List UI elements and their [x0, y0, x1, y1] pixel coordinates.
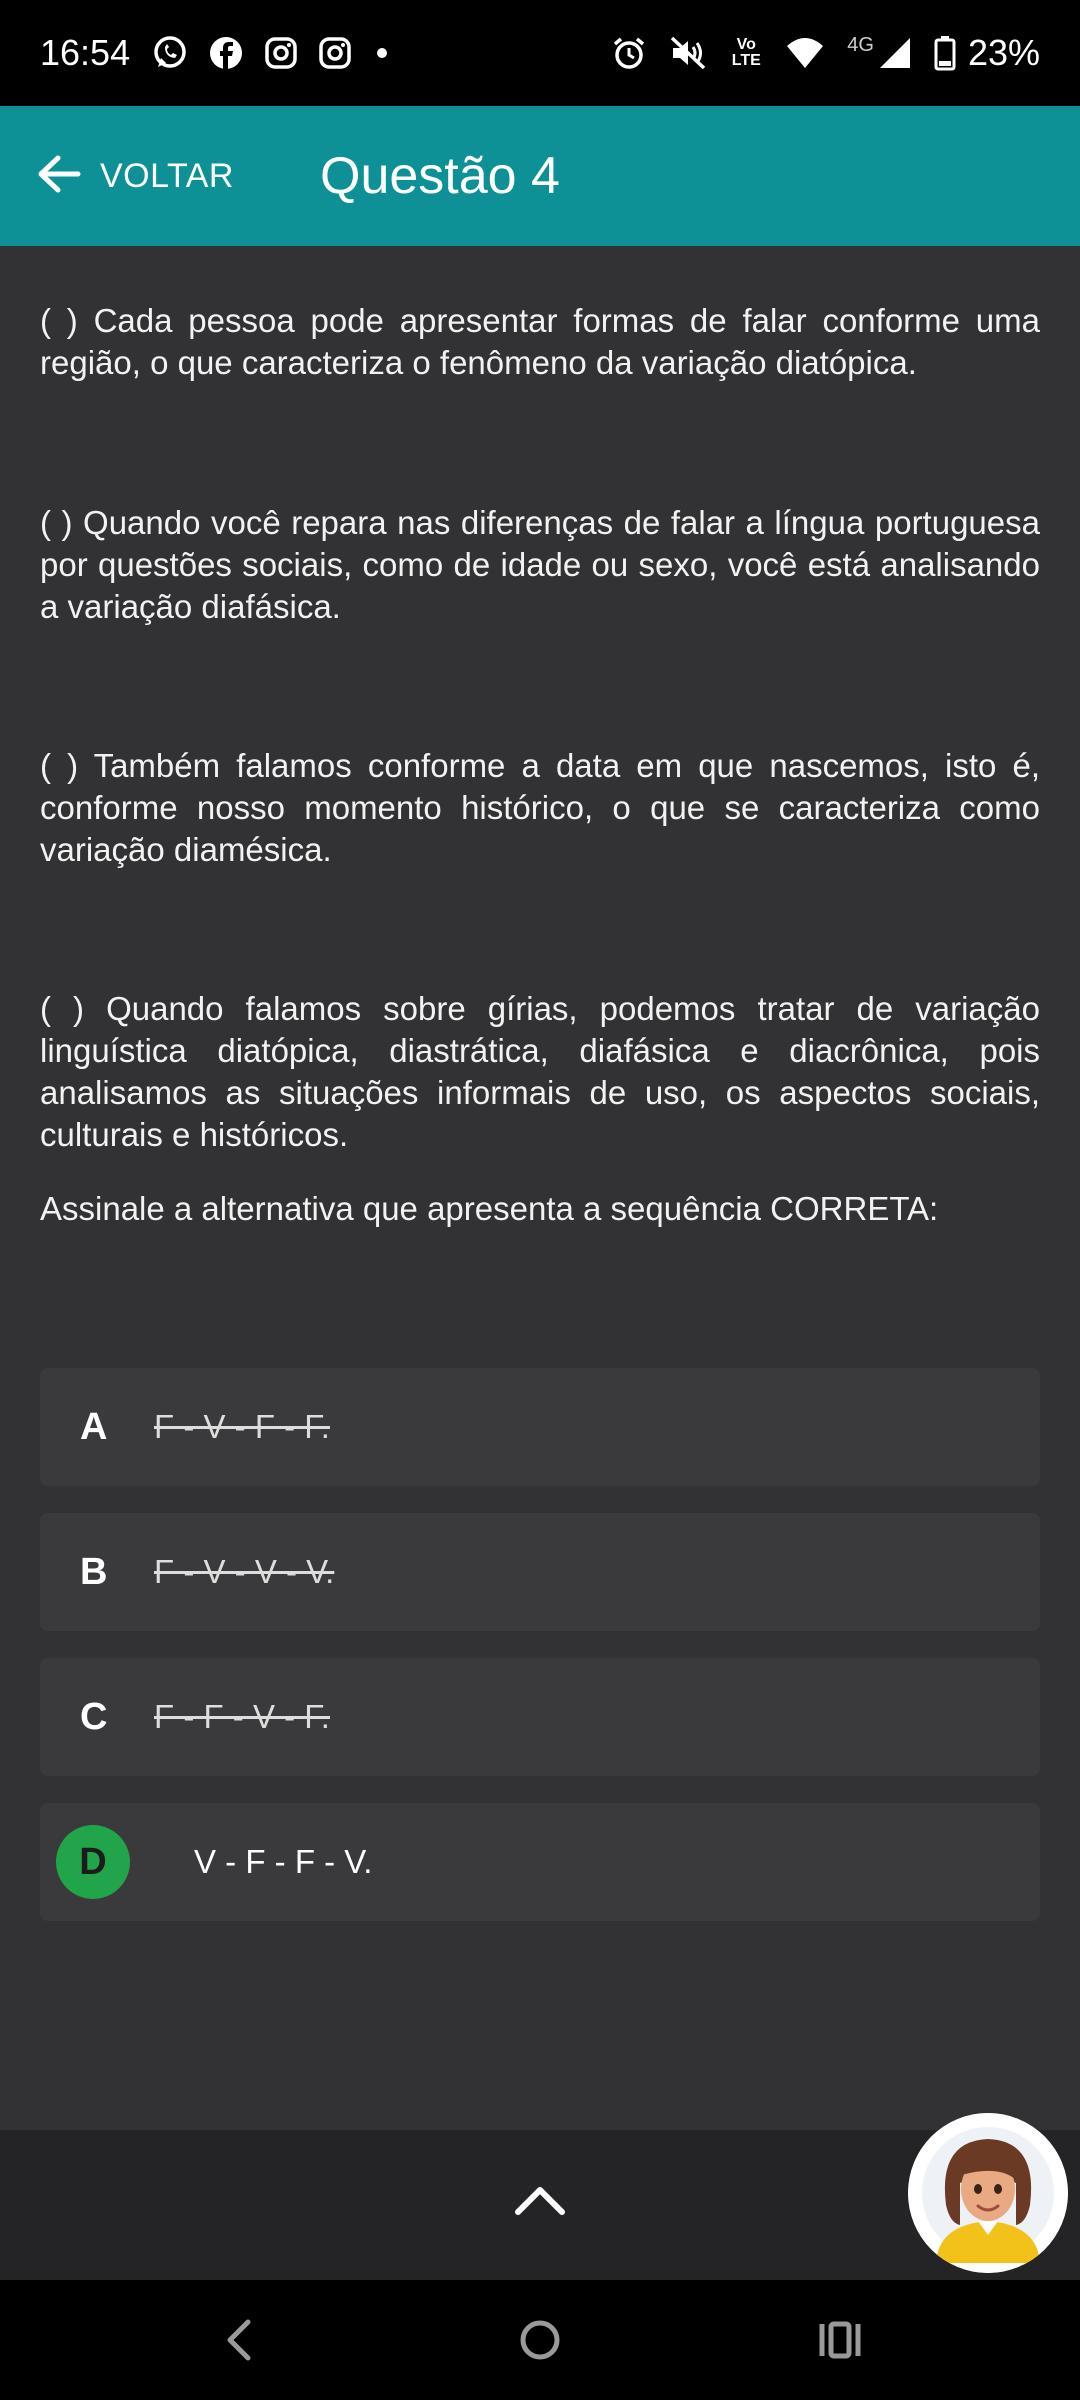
chevron-up-icon[interactable] — [510, 2180, 570, 2220]
whatsapp-icon — [152, 35, 188, 71]
nav-home-icon[interactable] — [500, 2280, 580, 2400]
correct-answer-badge: D — [56, 1825, 130, 1899]
instagram-icon — [318, 36, 352, 70]
statement-3: ( ) Também falamos conforme a data em que nascemos, isto é, conforme nosso momento histórico, o que se caracteriza como variação diamésica. — [40, 747, 1040, 868]
statement-2: ( ) Quando você repara nas diferenças de falar a língua portuguesa por questões sociais, como de idade ou sexo, você está analisando a variação diafásica. — [40, 504, 1040, 625]
system-nav-bar — [0, 2280, 1080, 2400]
statement-1: ( ) Cada pessoa pode apresentar formas de falar conforme uma região, o que caracteriza o fenômeno da variação diatópica. — [40, 302, 1040, 381]
option-b[interactable] — [40, 1513, 1040, 1631]
notification-icons — [152, 35, 392, 71]
nav-back-icon[interactable] — [200, 2280, 280, 2400]
signal-icon — [878, 36, 912, 70]
status-bar — [0, 0, 1080, 106]
option-letter: C — [80, 1695, 108, 1738]
battery-icon — [934, 35, 956, 71]
mute-icon — [669, 35, 707, 71]
volte-icon: Vo LTE — [731, 36, 761, 69]
statement-4: ( ) Quando falamos sobre gírias, podemos tratar de variação linguística diatópica, diastrática, diafásica e diacrônica, pois analisamos as situações informais de uso, os aspectos sociais, culturais e históricos. — [40, 990, 1040, 1153]
option-text: F - V - F - F. — [154, 1408, 330, 1445]
wifi-icon — [785, 36, 825, 70]
option-text: F - F - V - F. — [154, 1698, 330, 1735]
instagram-icon — [264, 36, 298, 70]
status-time: 16:54 — [40, 32, 131, 73]
system-icons — [611, 32, 1040, 74]
dot-icon — [372, 43, 392, 63]
option-a[interactable] — [40, 1368, 1040, 1486]
assistant-avatar-icon[interactable] — [908, 2113, 1068, 2273]
option-text: F - V - V - V. — [154, 1553, 335, 1590]
arrow-left-icon — [36, 154, 82, 199]
battery-percent: 23% — [967, 32, 1040, 73]
option-letter: A — [80, 1405, 108, 1448]
back-button[interactable] — [36, 106, 234, 246]
back-label: VOLTAR — [100, 156, 234, 195]
page-title: Questão 4 — [320, 147, 560, 205]
app-header — [0, 106, 1080, 246]
option-d[interactable] — [40, 1803, 1040, 1921]
alarm-icon — [611, 35, 647, 71]
option-letter: B — [80, 1550, 108, 1593]
network-type: 4G — [847, 33, 874, 56]
question-instruction: Assinale a alternativa que apresenta a sequência CORRETA: — [40, 1190, 939, 1227]
facebook-icon — [208, 35, 244, 71]
option-c[interactable] — [40, 1658, 1040, 1776]
option-text: V - F - F - V. — [194, 1843, 373, 1880]
nav-recents-icon[interactable] — [800, 2280, 880, 2400]
